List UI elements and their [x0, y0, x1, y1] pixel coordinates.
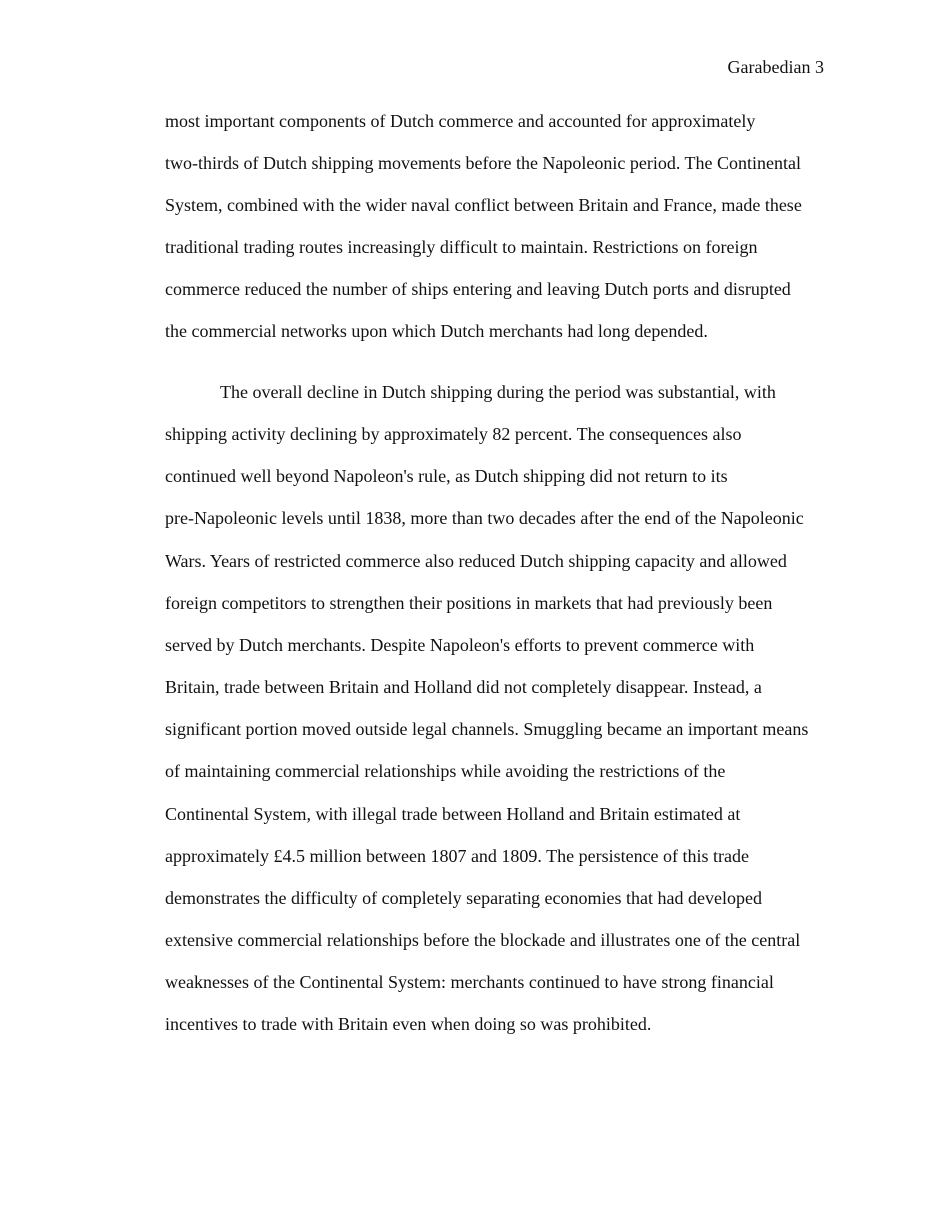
running-head: Garabedian 3	[727, 57, 824, 77]
text-line: most important components of Dutch commerce and accounted for approximately	[165, 111, 756, 131]
text-line: extensive commercial relationships before the blockade and illustrates one of the central	[165, 930, 801, 950]
text-line: traditional trading routes increasingly difficult to maintain. Restrictions on foreign	[165, 237, 758, 257]
text-line: weaknesses of the Continental System: merchants continued to have strong financial	[165, 972, 774, 992]
text-line: significant portion moved outside legal channels. Smuggling became an important means	[165, 719, 809, 739]
text-line: the commercial networks upon which Dutch merchants had long depended.	[165, 321, 708, 341]
text-line: System, combined with the wider naval conflict between Britain and France, made these	[165, 195, 802, 215]
text-line: Continental System, with illegal trade between Holland and Britain estimated at	[165, 804, 741, 824]
text-line: two-thirds of Dutch shipping movements before the Napoleonic period. The Continental	[165, 153, 802, 173]
text-line: Wars. Years of restricted commerce also reduced Dutch shipping capacity and allowed	[165, 551, 787, 571]
text-line: served by Dutch merchants. Despite Napoleon's efforts to prevent commerce with	[165, 635, 755, 655]
text-line: continued well beyond Napoleon's rule, as Dutch shipping did not return to its	[165, 466, 728, 486]
text-line: shipping activity declining by approximately 82 percent. The consequences also	[165, 424, 742, 444]
text-line: pre-Napoleonic levels until 1838, more than two decades after the end of the Napoleonic	[165, 508, 804, 528]
text-line: of maintaining commercial relationships while avoiding the restrictions of the	[165, 761, 726, 781]
text-line: approximately £4.5 million between 1807 and 1809. The persistence of this trade	[165, 846, 750, 866]
text-line: demonstrates the difficulty of completely separating economies that had developed	[165, 888, 762, 908]
text-line: The overall decline in Dutch shipping during the period was substantial, with	[220, 382, 776, 402]
text-line: incentives to trade with Britain even when doing so was prohibited.	[165, 1014, 652, 1034]
text-line: foreign competitors to strengthen their positions in markets that had previously been	[165, 593, 773, 613]
text-line: commerce reduced the number of ships entering and leaving Dutch ports and disrupted	[165, 279, 791, 299]
text-line: Britain, trade between Britain and Holland did not completely disappear. Instead, a	[165, 677, 762, 697]
